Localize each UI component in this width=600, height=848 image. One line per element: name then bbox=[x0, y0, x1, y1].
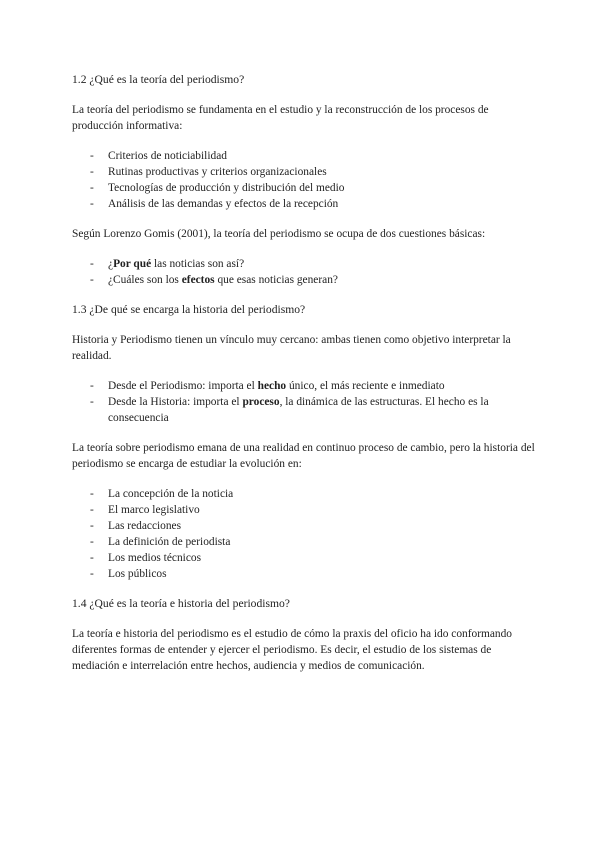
list-item bbox=[90, 256, 538, 272]
list-item: - Criterios de noticiabilidad bbox=[90, 148, 538, 164]
text-run: Desde la Historia: importa el bbox=[108, 396, 243, 408]
section-1-4-body: La teoría e historia del periodismo es el estudio de cómo la praxis del oficio ha ido conformando diferentes formas de entender y ejercer el periodismo. Es decir, el estudio de los sistemas de mediación e interrelación entre hechos, audiencia y medios de comunicación. bbox=[72, 628, 512, 672]
bold-term: hecho bbox=[257, 380, 287, 392]
text-run: Desde el Periodismo: importa el bbox=[108, 380, 258, 392]
list-item: - Las redacciones bbox=[90, 518, 538, 534]
list-item: - Tecnologías de producción y distribución del medio bbox=[90, 180, 538, 196]
section-1-3-heading: 1.3 ¿De qué se encarga la historia del periodismo? bbox=[72, 303, 306, 316]
list-item bbox=[90, 394, 538, 426]
list-item bbox=[90, 272, 538, 288]
perspectives-list bbox=[72, 378, 538, 426]
production-criteria-list bbox=[72, 148, 538, 212]
list-item: - Los públicos bbox=[90, 566, 538, 582]
list-item: - Análisis de las demandas y efectos de la recepción bbox=[90, 196, 538, 212]
gomis-paragraph: Según Lorenzo Gomis (2001), la teoría del periodismo se ocupa de dos cuestiones básicas: bbox=[72, 228, 486, 240]
section-1-3-body: La teoría sobre periodismo emana de una realidad en continuo proceso de cambio, pero la historia del periodismo se encarga de estudiar la evolución en: bbox=[72, 442, 535, 470]
section-1-2-intro: La teoría del periodismo se fundamenta en el estudio y la reconstrucción de los procesos de producción informativa: bbox=[72, 104, 489, 132]
evolution-topics-list bbox=[72, 486, 538, 582]
list-item: - La concepción de la noticia bbox=[90, 486, 538, 502]
text-run: , la dinámica de las estructuras. El hecho es la consecuencia bbox=[108, 396, 489, 424]
bold-term: efectos bbox=[181, 274, 215, 286]
bold-term: proceso bbox=[242, 396, 280, 408]
list-item: - La definición de periodista bbox=[90, 534, 538, 550]
list-item: - Los medios técnicos bbox=[90, 550, 538, 566]
list-item: - Rutinas productivas y criterios organizacionales bbox=[90, 164, 538, 180]
list-item: - El marco legislativo bbox=[90, 502, 538, 518]
text-run: ¿Cuáles son los bbox=[108, 274, 182, 286]
text-run: que esas noticias generan? bbox=[214, 274, 338, 286]
text-run: las noticias son así? bbox=[151, 258, 245, 270]
section-1-2-heading: 1.2 ¿Qué es la teoría del periodismo? bbox=[72, 73, 245, 86]
section-1-3-intro: Historia y Periodismo tienen un vínculo muy cercano: ambas tienen como objetivo interpretar la realidad. bbox=[72, 334, 511, 362]
section-1-4-heading: 1.4 ¿Qué es la teoría e historia del periodismo? bbox=[72, 597, 290, 610]
text-run: ¿ bbox=[108, 258, 114, 270]
basic-questions-list bbox=[72, 256, 538, 288]
text-run: único, el más reciente e inmediato bbox=[286, 380, 445, 392]
list-item bbox=[90, 378, 538, 394]
bold-term: Por qué bbox=[113, 258, 152, 270]
